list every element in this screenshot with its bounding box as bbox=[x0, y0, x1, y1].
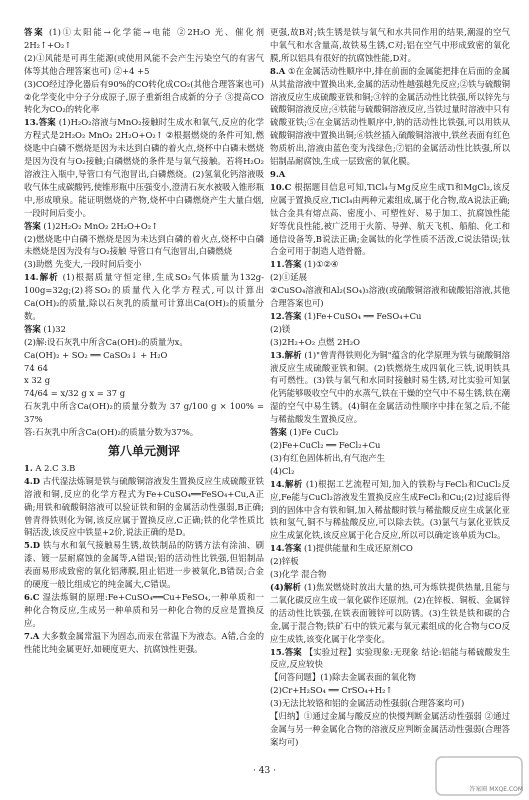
left-column-before-section bbox=[24, 26, 264, 439]
paragraph bbox=[270, 568, 510, 581]
paragraph bbox=[270, 478, 510, 543]
paragraph bbox=[24, 52, 264, 78]
paragraph bbox=[270, 671, 510, 684]
item-label: 11.答案 bbox=[270, 259, 302, 270]
page-number: · 43 · bbox=[253, 766, 276, 776]
paragraph bbox=[270, 697, 510, 710]
paragraph bbox=[24, 323, 264, 336]
item-text: (1)焦炭燃烧时放出大量的热,可为炼铁提供热量,且能与二氧化碳反应生成一氧化碳作还原剂。(2)在锌板、铜板、金属锌的活动性比铁强,在铁表面镀锌可以防锈。(3)生铁是铁和碳的合金,属于混合物;铁矿石中的铁元素与氧元素组成的化合物与CO反应生成铁,该变化属于化学变化。 bbox=[270, 581, 510, 644]
item-text: (2)Fe+CuCl₂ ══ FeCl₂+Cu bbox=[270, 440, 381, 450]
item-label: 5.D bbox=[24, 540, 41, 551]
item-text: 铁与水和氧气接触易生锈,故铁制品的防锈方法有涂油、刷漆、镀一层耐腐蚀的金属等,A错误;铝的活动性比铁强,但铝制品表面易形成致密的氧化铝薄膜,阻止铝进一步被氧化,B错误;合金的硬度一般比组成它的纯金属大,C错误。 bbox=[24, 540, 264, 590]
paragraph bbox=[270, 310, 510, 323]
item-label: 6.C bbox=[24, 591, 40, 602]
item-text: 大多数金属常温下为固态,而汞在常温下为液态。A错,合金的性能比纯金属更好,如硬度更大、抗腐蚀性更强。 bbox=[24, 630, 264, 654]
item-label: 答案 bbox=[24, 323, 41, 334]
paragraph bbox=[270, 646, 510, 672]
paragraph bbox=[24, 78, 264, 117]
item-text: 【问答问题】(1)除去金属表面的氧化物 bbox=[270, 672, 416, 683]
paragraph bbox=[270, 26, 510, 65]
item-label: 4.D bbox=[24, 475, 41, 486]
item-text: ①在金属活动性顺序中,排在前面的金属能把排在后面的金属从其盐溶液中置换出来,金属的活动性越强越先反应;②铁与硫酸铜溶液反应生成硫酸亚铁和铜;③锌的金属活动性比铁强,所以锌先与硫酸铜溶液反应;④铁能与硫酸铜溶液反应,当铁过量时溶液中只有硫酸亚铁;⑤在金属活动性顺序中,钠的活动性比铁强,可以用铁从硫酸铜溶液中置换出铜;⑥铁丝插入硫酸铜溶液中,铁丝表面有红色物质析出,溶液由蓝色变为浅绿色;⑦铝的金属活动性比铁强,所以铝制品耐腐蚀,生成一层致密的氧化膜。 bbox=[270, 65, 510, 167]
item-text: (1)32 bbox=[43, 323, 66, 334]
item-text: (2)解:设石灰乳中所含Ca(OH)₂的质量为x。 bbox=[24, 336, 188, 347]
item-text: (1)"曾青得铁则化为铜"蕴含的化学原理为铁与硫酸铜溶液反应生成硫酸亚铁和铜。(2)铁燃烧生成四氧化三铁,说明铁具有可燃性。(3)铁与氧气和水同时接触时易生锈,对比实验可知氯化钙能够吸收空气中的水蒸气,铁在干燥的空气中不易生锈,铁在潮湿的空气中易生锈。(4)铜在金属活动性顺序中排在氢之后,不能与稀盐酸发生置换反应。 bbox=[270, 349, 510, 425]
paragraph bbox=[24, 475, 264, 540]
item-text: (3)助燃 先变大,一段时间后变小 bbox=[24, 259, 142, 270]
item-label: 14.解析 bbox=[24, 272, 59, 283]
item-text: 答:石灰乳中所含Ca(OH)₂的质量分数为37%。 bbox=[24, 427, 199, 438]
paragraph bbox=[270, 465, 510, 478]
paragraph bbox=[270, 284, 510, 310]
paragraph bbox=[270, 323, 510, 336]
item-label: 15.答案 bbox=[270, 646, 302, 657]
paragraph bbox=[24, 462, 264, 475]
item-text: 74 64 bbox=[24, 362, 48, 373]
paragraph bbox=[24, 233, 264, 259]
item-text: (1)Fe CuCl₂ bbox=[289, 427, 339, 438]
item-text: (1)H₂O₂溶液与MnO₂接触时生成水和氧气,反应的化学方程式是2H₂O₂ MnO₂ 2H₂O+O₂↑ ②根据燃烧的条件可知,燃烧匙中白磷不燃烧是因为未达到白磷的着火点,烧杯中白磷未燃烧是因为没有与O₂接触;白磷燃烧的条件是与氧气接触。若将H₂O₂溶液注入瓶中,导管口有气泡冒出,白磷燃烧。(2)氢氧化钙溶液吸收气体生成碳酸钙,使锥形瓶中压强变小,澄清石灰水被吸入锥形瓶中,形成喷泉。能证明燃烧的产物,烧杯中白磷燃烧产生大量白烟,一段时间后变小。 bbox=[24, 117, 264, 218]
item-text: (2)Cr+H₂SO₄ ══ CrSO₄+H₂↑ bbox=[270, 685, 393, 696]
paragraph bbox=[270, 349, 510, 426]
item-text: (3)化学 混合物 bbox=[270, 569, 327, 580]
paragraph bbox=[24, 400, 264, 426]
item-label: 14.答案 bbox=[270, 543, 302, 554]
item-text: (3)2H₂+O₂ 点燃 2H₂O bbox=[270, 336, 361, 347]
paragraph bbox=[24, 220, 264, 233]
right-column bbox=[270, 26, 510, 749]
item-text: Ca(OH)₂ + SO₂ ══ CaSO₃↓ + H₂O bbox=[24, 349, 168, 360]
item-label: 14.解析 bbox=[270, 478, 303, 489]
item-text: (3)CO经过净化器后有90%的CO转化成CO₂(其他合理答案也可) ②化学变化中分子分成原子,原子重新组合成新的分子 ③提高CO转化为CO₂的转化率 bbox=[24, 78, 264, 115]
watermark-text bbox=[469, 784, 523, 793]
paragraph bbox=[24, 362, 264, 375]
paragraph bbox=[24, 426, 264, 439]
item-text: (2)①风能是可再生能源(或使用风能不会产生污染空气的有害气体等其他合理答案也可) ②+4 +5 bbox=[24, 52, 264, 76]
item-label: 13.解析 bbox=[270, 349, 302, 360]
item-label: (4)解析 bbox=[270, 581, 302, 592]
item-text: x 32 g bbox=[24, 375, 51, 386]
item-text: (1)①②④ bbox=[304, 259, 339, 270]
item-text: 【实验过程】实验现象:无现象 结论:铝能与稀硫酸发生反应,反应较快 bbox=[270, 646, 510, 670]
item-text: (3)有红色固体析出,有气泡产生 bbox=[270, 452, 386, 463]
item-text: (1)①太阳能→化学能→电能 ②2H₂O 光、催化剂 2H₂↑+O₂↑ bbox=[24, 27, 265, 50]
item-text: (4)Cl₂ bbox=[270, 465, 295, 476]
item-text: (2)锌板 bbox=[270, 556, 299, 567]
item-label: 13.答案 bbox=[24, 117, 56, 128]
item-label: 答案 bbox=[270, 427, 287, 438]
item-text: (1)根据工艺流程可知,加入的铁粉与FeCl₃和CuCl₂反应,Fe能与CuCl₂溶液发生置换反应生成FeCl₂和Cu;(2)过滤后得到的固体中含有铁和铜,加入稀盐酸时铁与稀盐酸反应生成氯化亚铁和氢气,铜不与稀盐酸反应,可以除去铁。(3)氯气与氯化亚铁反应生成氯化铁,该反应属于化合反应,所以可以确定该单质为Cl₂。 bbox=[270, 478, 510, 541]
item-text: 石灰乳中所含Ca(OH)₂的质量分数为 37 g/100 g × 100% = 37% bbox=[24, 401, 264, 425]
item-text: (1)提供能量和生成还原剂CO bbox=[304, 543, 413, 554]
paragraph bbox=[24, 387, 264, 400]
item-text: 【归纳】①通过金属与酸反应的快慢判断金属活动性强弱 ②通过金属与另一种金属化合物的溶液反应判断金属活动性强弱(合理答案均可) bbox=[270, 711, 510, 747]
item-label: 8.A bbox=[270, 65, 286, 76]
paragraph bbox=[270, 542, 510, 555]
item-text: 根据题目信息可知,TiCl₄与Mg反应生成Ti和MgCl₂,该反应属于置换反应,TiCl₄由两种元素组成,属于化合物,故A说法正确;钛合金具有熔点高、密度小、可塑性好、易于加工、抗腐蚀性能好等优良性能,被广泛用于火箭、导弹、航天飞机、船舶、化工和通信设备等,B说法正确;金属钛的化学性质不活泼,C说法错误;钛合金可用于制造人造骨骼。 bbox=[270, 181, 510, 257]
item-label: 12.答案 bbox=[270, 310, 302, 321]
item-text: A 2.C 3.B bbox=[35, 462, 76, 473]
paragraph bbox=[270, 710, 510, 749]
paragraph bbox=[270, 258, 510, 271]
section-title: 第八单元测评 bbox=[107, 444, 180, 458]
paragraph bbox=[270, 336, 510, 349]
right-column-body bbox=[270, 26, 510, 749]
paragraph bbox=[24, 630, 264, 656]
item-text: (1)2H₂O₂ MnO₂ 2H₂O+O₂↑ bbox=[43, 220, 159, 231]
paragraph bbox=[270, 271, 510, 284]
item-text: (1)Fe+CuSO₄ ══ FeSO₄+Cu bbox=[304, 310, 422, 321]
paragraph bbox=[270, 65, 510, 168]
item-label: 7.A bbox=[24, 630, 40, 641]
item-label: 答案 bbox=[24, 27, 45, 37]
paragraph bbox=[24, 539, 264, 591]
paragraph bbox=[270, 452, 510, 465]
item-text: (2)镁 bbox=[270, 323, 291, 334]
left-column-after-section bbox=[24, 462, 264, 656]
item-text: 更强,故B对;铁生锈是铁与氧气和水共同作用的结果,潮湿的空气中氧气和水含量高,故铁易生锈,C对;铝在空气中形成致密的氧化膜,所以铝具有很好的抗腐蚀性能,D对。 bbox=[270, 27, 510, 63]
paragraph bbox=[270, 426, 510, 439]
item-text: 74/64 = x/32 g x = 37 g bbox=[24, 388, 126, 399]
item-label: 1. bbox=[24, 462, 33, 473]
item-text: (1)根据质量守恒定律,生成SO₂气体质量为132g-100g=32g;(2)将SO₂的质量代入化学方程式,可以计算出Ca(OH)₂的质量,除以石灰乳的质量可计算出Ca(OH)₂的质量分数。 bbox=[24, 272, 264, 321]
paragraph bbox=[270, 684, 510, 697]
left-column bbox=[24, 26, 264, 656]
watermark-sub: MXQE.COM bbox=[489, 786, 523, 793]
paragraph bbox=[24, 336, 264, 349]
item-label: 9.A bbox=[270, 168, 286, 179]
paragraph bbox=[24, 591, 264, 630]
item-text: (2)燃烧匙中白磷不燃烧是因为未达到白磷的着火点,烧杯中白磷未燃烧是因为没有与O₂接触 导管口有气泡冒出,白磷燃烧 bbox=[24, 233, 264, 257]
paragraph bbox=[24, 116, 264, 219]
paragraph bbox=[270, 168, 510, 181]
item-text: 湿法炼铜的原理:Fe+CuSO₄══Cu+FeSO₄,一种单质和一种化合物反应,生成另一种单质和另一种化合物的反应是置换反应。 bbox=[24, 591, 264, 628]
watermark-main: 答案圈 bbox=[469, 786, 488, 793]
paragraph bbox=[24, 271, 264, 323]
paragraph bbox=[270, 581, 510, 646]
item-text: 古代湿法炼铜是铁与硫酸铜溶液发生置换反应生成硫酸亚铁溶液和铜,反应的化学方程式为Fe+CuSO₄══FeSO₄+Cu,A正确;用铁和硫酸铜溶液可以验证铁和铜的金属活动性强弱,B正确;曾青得铁则化为铜,该反应属于置换反应,C正确;铁的化学性质比铜活泼,该反应中铁显+2价,说法正确的是D。 bbox=[24, 475, 265, 538]
paragraph bbox=[24, 26, 264, 52]
item-text: (3)无法比较铬和铝的金属活动性强弱(合理答案均可) bbox=[270, 698, 465, 709]
item-label: 10.C bbox=[270, 181, 292, 192]
paragraph bbox=[24, 374, 264, 387]
item-text: (2)①延展 bbox=[270, 272, 307, 283]
paragraph bbox=[24, 258, 264, 271]
item-text: ②CuSO₄溶液和Al₂(SO₄)₃溶液(或硫酸铜溶液和硫酸铝溶液,其他合理答案也可) bbox=[270, 285, 510, 309]
paragraph bbox=[270, 181, 510, 258]
paragraph bbox=[24, 349, 264, 362]
item-label: 答案 bbox=[24, 220, 41, 231]
paragraph bbox=[270, 439, 510, 452]
paragraph bbox=[270, 555, 510, 568]
